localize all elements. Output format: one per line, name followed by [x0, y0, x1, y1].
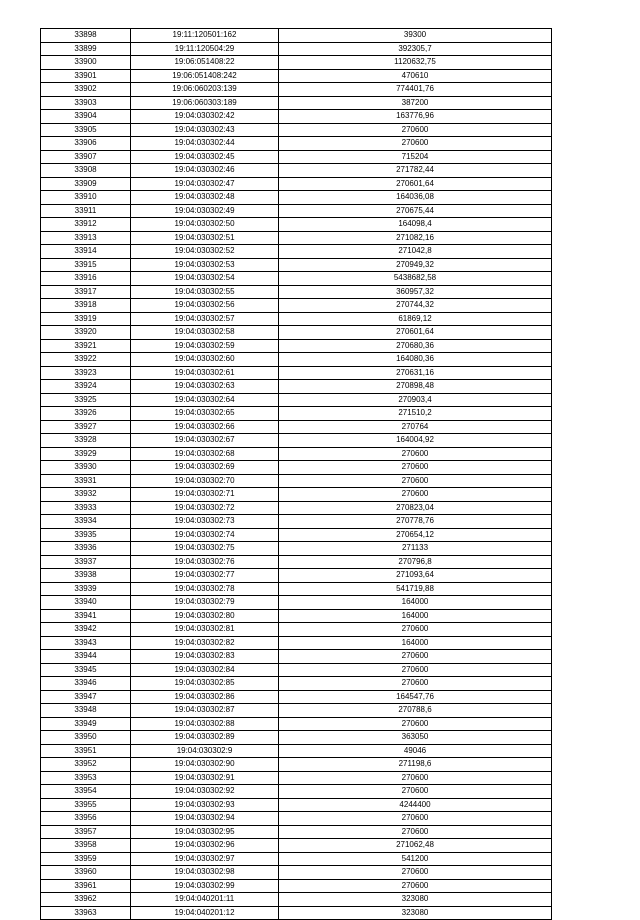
- value-cell: 270600: [279, 461, 552, 475]
- value-cell: 270600: [279, 650, 552, 664]
- row-number-cell: 33951: [41, 744, 131, 758]
- row-number-cell: 33934: [41, 515, 131, 529]
- value-cell: 271062,48: [279, 839, 552, 853]
- cadastral-number-cell: 19:04:030302:68: [131, 447, 279, 461]
- row-number-cell: 33957: [41, 825, 131, 839]
- value-cell: 164000: [279, 609, 552, 623]
- row-number-cell: 33955: [41, 798, 131, 812]
- cadastral-number-cell: 19:04:030302:57: [131, 312, 279, 326]
- cadastral-number-cell: 19:04:030302:96: [131, 839, 279, 853]
- value-cell: 270600: [279, 825, 552, 839]
- row-number-cell: 33928: [41, 434, 131, 448]
- cadastral-number-cell: 19:04:030302:67: [131, 434, 279, 448]
- row-number-cell: 33921: [41, 339, 131, 353]
- cadastral-number-cell: 19:04:030302:48: [131, 191, 279, 205]
- value-cell: 1120632,75: [279, 56, 552, 70]
- cadastral-number-cell: 19:04:030302:77: [131, 569, 279, 583]
- value-cell: 164004,92: [279, 434, 552, 448]
- row-number-cell: 33900: [41, 56, 131, 70]
- cadastral-number-cell: 19:04:030302:54: [131, 272, 279, 286]
- table-row: [41, 258, 552, 272]
- row-number-cell: 33937: [41, 555, 131, 569]
- cadastral-number-cell: 19:04:030302:82: [131, 636, 279, 650]
- cadastral-number-cell: 19:04:030302:65: [131, 407, 279, 421]
- row-number-cell: 33903: [41, 96, 131, 110]
- table-row: [41, 771, 552, 785]
- value-cell: 163776,96: [279, 110, 552, 124]
- value-cell: 270788,6: [279, 704, 552, 718]
- table-row: [41, 555, 552, 569]
- value-cell: 270903,4: [279, 393, 552, 407]
- cadastral-number-cell: 19:04:030302:83: [131, 650, 279, 664]
- value-cell: 270600: [279, 866, 552, 880]
- table-row: [41, 420, 552, 434]
- value-cell: 363050: [279, 731, 552, 745]
- value-cell: 270600: [279, 447, 552, 461]
- value-cell: 39300: [279, 29, 552, 43]
- cadastral-number-cell: 19:04:030302:9: [131, 744, 279, 758]
- cadastral-number-cell: 19:04:030302:95: [131, 825, 279, 839]
- value-cell: 270600: [279, 717, 552, 731]
- value-cell: 387200: [279, 96, 552, 110]
- table-row: [41, 717, 552, 731]
- row-number-cell: 33898: [41, 29, 131, 43]
- cadastral-number-cell: 19:06:051408:242: [131, 69, 279, 83]
- value-cell: 271782,44: [279, 164, 552, 178]
- value-cell: 470610: [279, 69, 552, 83]
- value-cell: 271510,2: [279, 407, 552, 421]
- row-number-cell: 33962: [41, 893, 131, 907]
- cadastral-number-cell: 19:04:030302:52: [131, 245, 279, 259]
- table-row: [41, 285, 552, 299]
- value-cell: 270654,12: [279, 528, 552, 542]
- cadastral-number-cell: 19:04:030302:79: [131, 596, 279, 610]
- table-row: [41, 29, 552, 43]
- row-number-cell: 33948: [41, 704, 131, 718]
- row-number-cell: 33947: [41, 690, 131, 704]
- row-number-cell: 33923: [41, 366, 131, 380]
- table-row: [41, 339, 552, 353]
- value-cell: 49046: [279, 744, 552, 758]
- row-number-cell: 33922: [41, 353, 131, 367]
- table-row: [41, 650, 552, 664]
- value-cell: 270600: [279, 488, 552, 502]
- table-row: [41, 42, 552, 56]
- table-row: [41, 704, 552, 718]
- value-cell: 270600: [279, 123, 552, 137]
- value-cell: 270680,36: [279, 339, 552, 353]
- row-number-cell: 33956: [41, 812, 131, 826]
- row-number-cell: 33953: [41, 771, 131, 785]
- value-cell: 715204: [279, 150, 552, 164]
- row-number-cell: 33908: [41, 164, 131, 178]
- value-cell: 541200: [279, 852, 552, 866]
- table-row: [41, 636, 552, 650]
- row-number-cell: 33950: [41, 731, 131, 745]
- table-row: [41, 785, 552, 799]
- row-number-cell: 33932: [41, 488, 131, 502]
- table-row: [41, 312, 552, 326]
- cadastral-number-cell: 19:04:030302:44: [131, 137, 279, 151]
- value-cell: 270631,16: [279, 366, 552, 380]
- row-number-cell: 33909: [41, 177, 131, 191]
- value-cell: 271082,16: [279, 231, 552, 245]
- table-row: [41, 852, 552, 866]
- cadastral-number-cell: 19:04:030302:90: [131, 758, 279, 772]
- cadastral-number-cell: 19:04:030302:76: [131, 555, 279, 569]
- row-number-cell: 33943: [41, 636, 131, 650]
- cadastral-number-cell: 19:04:030302:72: [131, 501, 279, 515]
- table-row: [41, 110, 552, 124]
- value-cell: 270898,48: [279, 380, 552, 394]
- row-number-cell: 33918: [41, 299, 131, 313]
- value-cell: 270601,64: [279, 326, 552, 340]
- cadastral-number-cell: 19:04:030302:99: [131, 879, 279, 893]
- value-cell: 774401,76: [279, 83, 552, 97]
- cadastral-number-cell: 19:04:030302:43: [131, 123, 279, 137]
- cadastral-number-cell: 19:04:040201:12: [131, 906, 279, 920]
- value-cell: 270600: [279, 474, 552, 488]
- cadastral-number-cell: 19:04:030302:98: [131, 866, 279, 880]
- row-number-cell: 33945: [41, 663, 131, 677]
- row-number-cell: 33907: [41, 150, 131, 164]
- table-row: [41, 56, 552, 70]
- table-row: [41, 393, 552, 407]
- value-cell: 270949,32: [279, 258, 552, 272]
- row-number-cell: 33915: [41, 258, 131, 272]
- table-row: [41, 137, 552, 151]
- row-number-cell: 33926: [41, 407, 131, 421]
- cadastral-number-cell: 19:04:030302:87: [131, 704, 279, 718]
- table-row: [41, 83, 552, 97]
- table-row: [41, 299, 552, 313]
- table-row: [41, 177, 552, 191]
- table-row: [41, 488, 552, 502]
- table-row: [41, 609, 552, 623]
- row-number-cell: 33905: [41, 123, 131, 137]
- value-cell: 271093,64: [279, 569, 552, 583]
- value-cell: 5438682,58: [279, 272, 552, 286]
- row-number-cell: 33910: [41, 191, 131, 205]
- cadastral-number-cell: 19:04:030302:80: [131, 609, 279, 623]
- value-cell: 164036,08: [279, 191, 552, 205]
- value-cell: 392305,7: [279, 42, 552, 56]
- table-row: [41, 474, 552, 488]
- row-number-cell: 33954: [41, 785, 131, 799]
- value-cell: 323080: [279, 893, 552, 907]
- value-cell: 61869,12: [279, 312, 552, 326]
- table-row: [41, 623, 552, 637]
- cadastral-number-cell: 19:04:040201:11: [131, 893, 279, 907]
- value-cell: 360957,32: [279, 285, 552, 299]
- value-cell: 164000: [279, 596, 552, 610]
- table-row: [41, 812, 552, 826]
- table-row: [41, 596, 552, 610]
- value-cell: 541719,88: [279, 582, 552, 596]
- table-row: [41, 123, 552, 137]
- table-row: [41, 893, 552, 907]
- cadastral-number-cell: 19:04:030302:69: [131, 461, 279, 475]
- row-number-cell: 33938: [41, 569, 131, 583]
- cadastral-number-cell: 19:04:030302:55: [131, 285, 279, 299]
- cadastral-number-cell: 19:04:030302:94: [131, 812, 279, 826]
- row-number-cell: 33899: [41, 42, 131, 56]
- value-cell: 270600: [279, 623, 552, 637]
- value-cell: 270764: [279, 420, 552, 434]
- row-number-cell: 33904: [41, 110, 131, 124]
- row-number-cell: 33940: [41, 596, 131, 610]
- value-cell: 164080,36: [279, 353, 552, 367]
- table-row: [41, 839, 552, 853]
- cadastral-number-cell: 19:04:030302:51: [131, 231, 279, 245]
- table-row: [41, 879, 552, 893]
- cadastral-number-cell: 19:04:030302:66: [131, 420, 279, 434]
- cadastral-number-cell: 19:04:030302:53: [131, 258, 279, 272]
- row-number-cell: 33919: [41, 312, 131, 326]
- row-number-cell: 33958: [41, 839, 131, 853]
- table-row: [41, 690, 552, 704]
- value-cell: 270796,8: [279, 555, 552, 569]
- row-number-cell: 33939: [41, 582, 131, 596]
- value-cell: 164000: [279, 636, 552, 650]
- table-row: [41, 353, 552, 367]
- cadastral-number-cell: 19:04:030302:45: [131, 150, 279, 164]
- value-cell: 271042,8: [279, 245, 552, 259]
- cadastral-number-cell: 19:04:030302:75: [131, 542, 279, 556]
- row-number-cell: 33901: [41, 69, 131, 83]
- cadastral-number-cell: 19:04:030302:58: [131, 326, 279, 340]
- table-row: [41, 542, 552, 556]
- table-row: [41, 569, 552, 583]
- table-row: [41, 866, 552, 880]
- value-cell: 270675,44: [279, 204, 552, 218]
- table-row: [41, 272, 552, 286]
- cadastral-number-cell: 19:04:030302:70: [131, 474, 279, 488]
- cadastral-number-cell: 19:04:030302:73: [131, 515, 279, 529]
- row-number-cell: 33935: [41, 528, 131, 542]
- value-cell: 271198,6: [279, 758, 552, 772]
- value-cell: 270778,76: [279, 515, 552, 529]
- table-row: [41, 825, 552, 839]
- row-number-cell: 33952: [41, 758, 131, 772]
- row-number-cell: 33963: [41, 906, 131, 920]
- cadastral-number-cell: 19:04:030302:47: [131, 177, 279, 191]
- row-number-cell: 33949: [41, 717, 131, 731]
- cadastral-number-cell: 19:04:030302:46: [131, 164, 279, 178]
- value-cell: 270601,64: [279, 177, 552, 191]
- cadastral-number-cell: 19:06:051408:22: [131, 56, 279, 70]
- value-cell: 4244400: [279, 798, 552, 812]
- row-number-cell: 33959: [41, 852, 131, 866]
- row-number-cell: 33917: [41, 285, 131, 299]
- table-row: [41, 96, 552, 110]
- cadastral-number-cell: 19:04:030302:59: [131, 339, 279, 353]
- value-cell: 270600: [279, 771, 552, 785]
- table-row: [41, 515, 552, 529]
- row-number-cell: 33924: [41, 380, 131, 394]
- value-cell: 270600: [279, 879, 552, 893]
- table-row: [41, 906, 552, 920]
- table-row: [41, 407, 552, 421]
- data-table: [40, 28, 552, 920]
- row-number-cell: 33925: [41, 393, 131, 407]
- cadastral-number-cell: 19:11:120501:162: [131, 29, 279, 43]
- row-number-cell: 33961: [41, 879, 131, 893]
- cadastral-number-cell: 19:04:030302:92: [131, 785, 279, 799]
- table-row: [41, 191, 552, 205]
- cadastral-number-cell: 19:04:030302:63: [131, 380, 279, 394]
- cadastral-number-cell: 19:04:030302:91: [131, 771, 279, 785]
- value-cell: 270600: [279, 677, 552, 691]
- row-number-cell: 33902: [41, 83, 131, 97]
- cadastral-number-cell: 19:04:030302:97: [131, 852, 279, 866]
- cadastral-number-cell: 19:04:030302:74: [131, 528, 279, 542]
- row-number-cell: 33916: [41, 272, 131, 286]
- table-row: [41, 461, 552, 475]
- row-number-cell: 33933: [41, 501, 131, 515]
- value-cell: 270744,32: [279, 299, 552, 313]
- cadastral-number-cell: 19:04:030302:42: [131, 110, 279, 124]
- table-row: [41, 528, 552, 542]
- value-cell: 270600: [279, 785, 552, 799]
- table-row: [41, 150, 552, 164]
- cadastral-number-cell: 19:04:030302:93: [131, 798, 279, 812]
- row-number-cell: 33913: [41, 231, 131, 245]
- table-row: [41, 218, 552, 232]
- cadastral-number-cell: 19:04:030302:60: [131, 353, 279, 367]
- row-number-cell: 33946: [41, 677, 131, 691]
- cadastral-number-cell: 19:04:030302:61: [131, 366, 279, 380]
- cadastral-number-cell: 19:11:120504:29: [131, 42, 279, 56]
- row-number-cell: 33931: [41, 474, 131, 488]
- row-number-cell: 33914: [41, 245, 131, 259]
- row-number-cell: 33912: [41, 218, 131, 232]
- table-row: [41, 434, 552, 448]
- value-cell: 164098,4: [279, 218, 552, 232]
- row-number-cell: 33911: [41, 204, 131, 218]
- cadastral-number-cell: 19:06:060203:139: [131, 83, 279, 97]
- cadastral-number-cell: 19:04:030302:89: [131, 731, 279, 745]
- table-row: [41, 245, 552, 259]
- cadastral-number-cell: 19:06:060303:189: [131, 96, 279, 110]
- table-row: [41, 582, 552, 596]
- table-row: [41, 798, 552, 812]
- cadastral-number-cell: 19:04:030302:50: [131, 218, 279, 232]
- cadastral-number-cell: 19:04:030302:81: [131, 623, 279, 637]
- value-cell: 270823,04: [279, 501, 552, 515]
- table-row: [41, 231, 552, 245]
- cadastral-number-cell: 19:04:030302:56: [131, 299, 279, 313]
- value-cell: 270600: [279, 663, 552, 677]
- table-row: [41, 447, 552, 461]
- cadastral-number-cell: 19:04:030302:64: [131, 393, 279, 407]
- row-number-cell: 33906: [41, 137, 131, 151]
- table-row: [41, 663, 552, 677]
- row-number-cell: 33942: [41, 623, 131, 637]
- value-cell: 164547,76: [279, 690, 552, 704]
- table-row: [41, 758, 552, 772]
- row-number-cell: 33930: [41, 461, 131, 475]
- row-number-cell: 33929: [41, 447, 131, 461]
- row-number-cell: 33936: [41, 542, 131, 556]
- table-body: [41, 29, 552, 920]
- cadastral-number-cell: 19:04:030302:71: [131, 488, 279, 502]
- row-number-cell: 33941: [41, 609, 131, 623]
- cadastral-number-cell: 19:04:030302:88: [131, 717, 279, 731]
- row-number-cell: 33960: [41, 866, 131, 880]
- cadastral-number-cell: 19:04:030302:85: [131, 677, 279, 691]
- table-row: [41, 164, 552, 178]
- cadastral-number-cell: 19:04:030302:49: [131, 204, 279, 218]
- cadastral-number-cell: 19:04:030302:86: [131, 690, 279, 704]
- table-row: [41, 677, 552, 691]
- value-cell: 271133: [279, 542, 552, 556]
- row-number-cell: 33927: [41, 420, 131, 434]
- table-row: [41, 501, 552, 515]
- table-row: [41, 366, 552, 380]
- cadastral-number-cell: 19:04:030302:78: [131, 582, 279, 596]
- table-row: [41, 744, 552, 758]
- table-row: [41, 380, 552, 394]
- value-cell: 270600: [279, 137, 552, 151]
- table-row: [41, 731, 552, 745]
- value-cell: 323080: [279, 906, 552, 920]
- cadastral-number-cell: 19:04:030302:84: [131, 663, 279, 677]
- value-cell: 270600: [279, 812, 552, 826]
- row-number-cell: 33920: [41, 326, 131, 340]
- table-row: [41, 69, 552, 83]
- table-row: [41, 204, 552, 218]
- table-row: [41, 326, 552, 340]
- row-number-cell: 33944: [41, 650, 131, 664]
